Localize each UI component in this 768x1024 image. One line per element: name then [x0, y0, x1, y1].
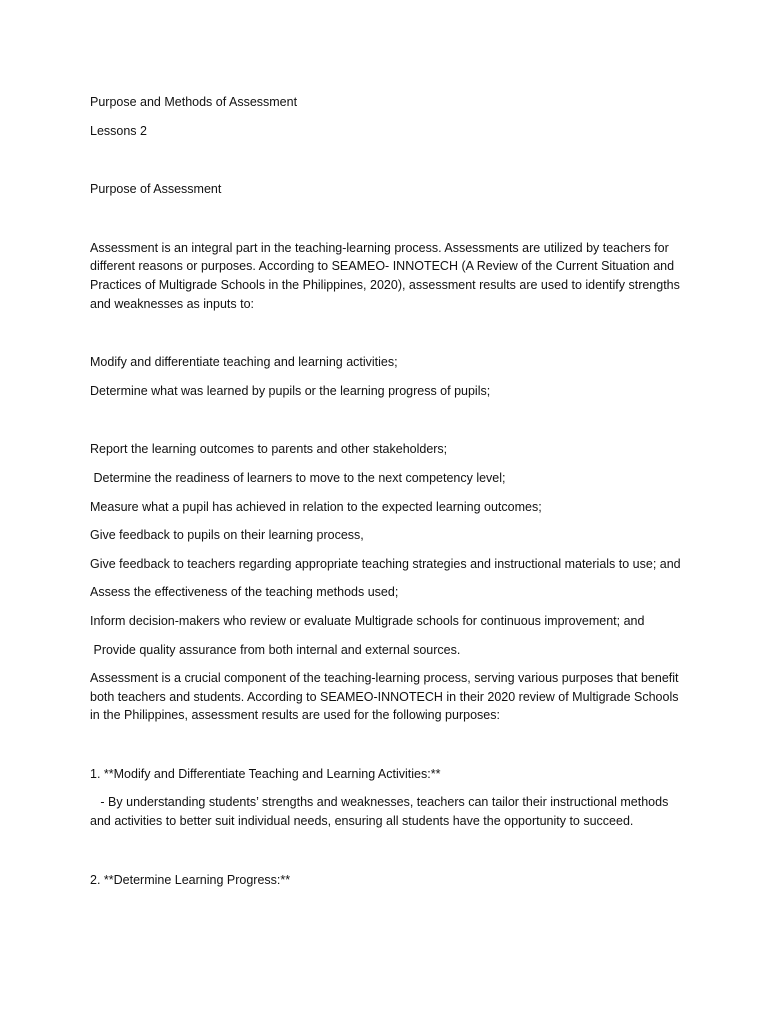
lesson-label: Lessons 2 — [90, 123, 147, 138]
purpose-item: Modify and differentiate teaching and learning activities; — [90, 355, 398, 370]
purpose-item: Provide quality assurance from both internal and external sources. — [90, 642, 461, 657]
purpose-item: Determine what was learned by pupils or the learning progress of pupils; — [90, 383, 491, 398]
numbered-item-detail: - By understanding students’ strengths and weaknesses, teachers can tailor their instructional methods and activities to better suit individual needs, ensuring all students have the opportunity to succeed. — [90, 795, 672, 829]
intro-paragraph: Assessment is an integral part in the teaching-learning process. Assessments are utilized by teachers for different reasons or purposes. According to SEAMEO- INNOTECH (A Review of the Current Situation and Practices of Multigrade Schools in the Philippines, 2020), assessment results are used to identify strengths and weaknesses as inputs to: — [90, 240, 684, 311]
purpose-item: Assess the effectiveness of the teaching methods used; — [90, 585, 399, 600]
purpose-item: Measure what a pupil has achieved in relation to the expected learning outcomes; — [90, 499, 542, 514]
section-heading: Purpose of Assessment — [90, 182, 222, 197]
summary-paragraph: Assessment is a crucial component of the teaching-learning process, serving various purposes that benefit both teachers and students. According to SEAMEO-INNOTECH in their 2020 review of Multigrade Schools in the Philippines, assessment results are used for the following purposes: — [90, 671, 682, 723]
document-title: Purpose and Methods of Assessment — [90, 95, 298, 109]
purpose-item: Inform decision-makers who review or evaluate Multigrade schools for continuous improvement; and — [90, 613, 645, 628]
purpose-item: Give feedback to teachers regarding appropriate teaching strategies and instructional materials to use; and — [90, 556, 681, 571]
purpose-item: Report the learning outcomes to parents and other stakeholders; — [90, 442, 448, 457]
purpose-item: Give feedback to pupils on their learning process, — [90, 528, 364, 543]
purpose-item: Determine the readiness of learners to move to the next competency level; — [90, 470, 506, 485]
numbered-item-heading: 2. **Determine Learning Progress:** — [90, 872, 291, 887]
numbered-item-heading: 1. **Modify and Differentiate Teaching and Learning Activities:** — [90, 766, 441, 781]
document-body — [90, 93, 686, 889]
